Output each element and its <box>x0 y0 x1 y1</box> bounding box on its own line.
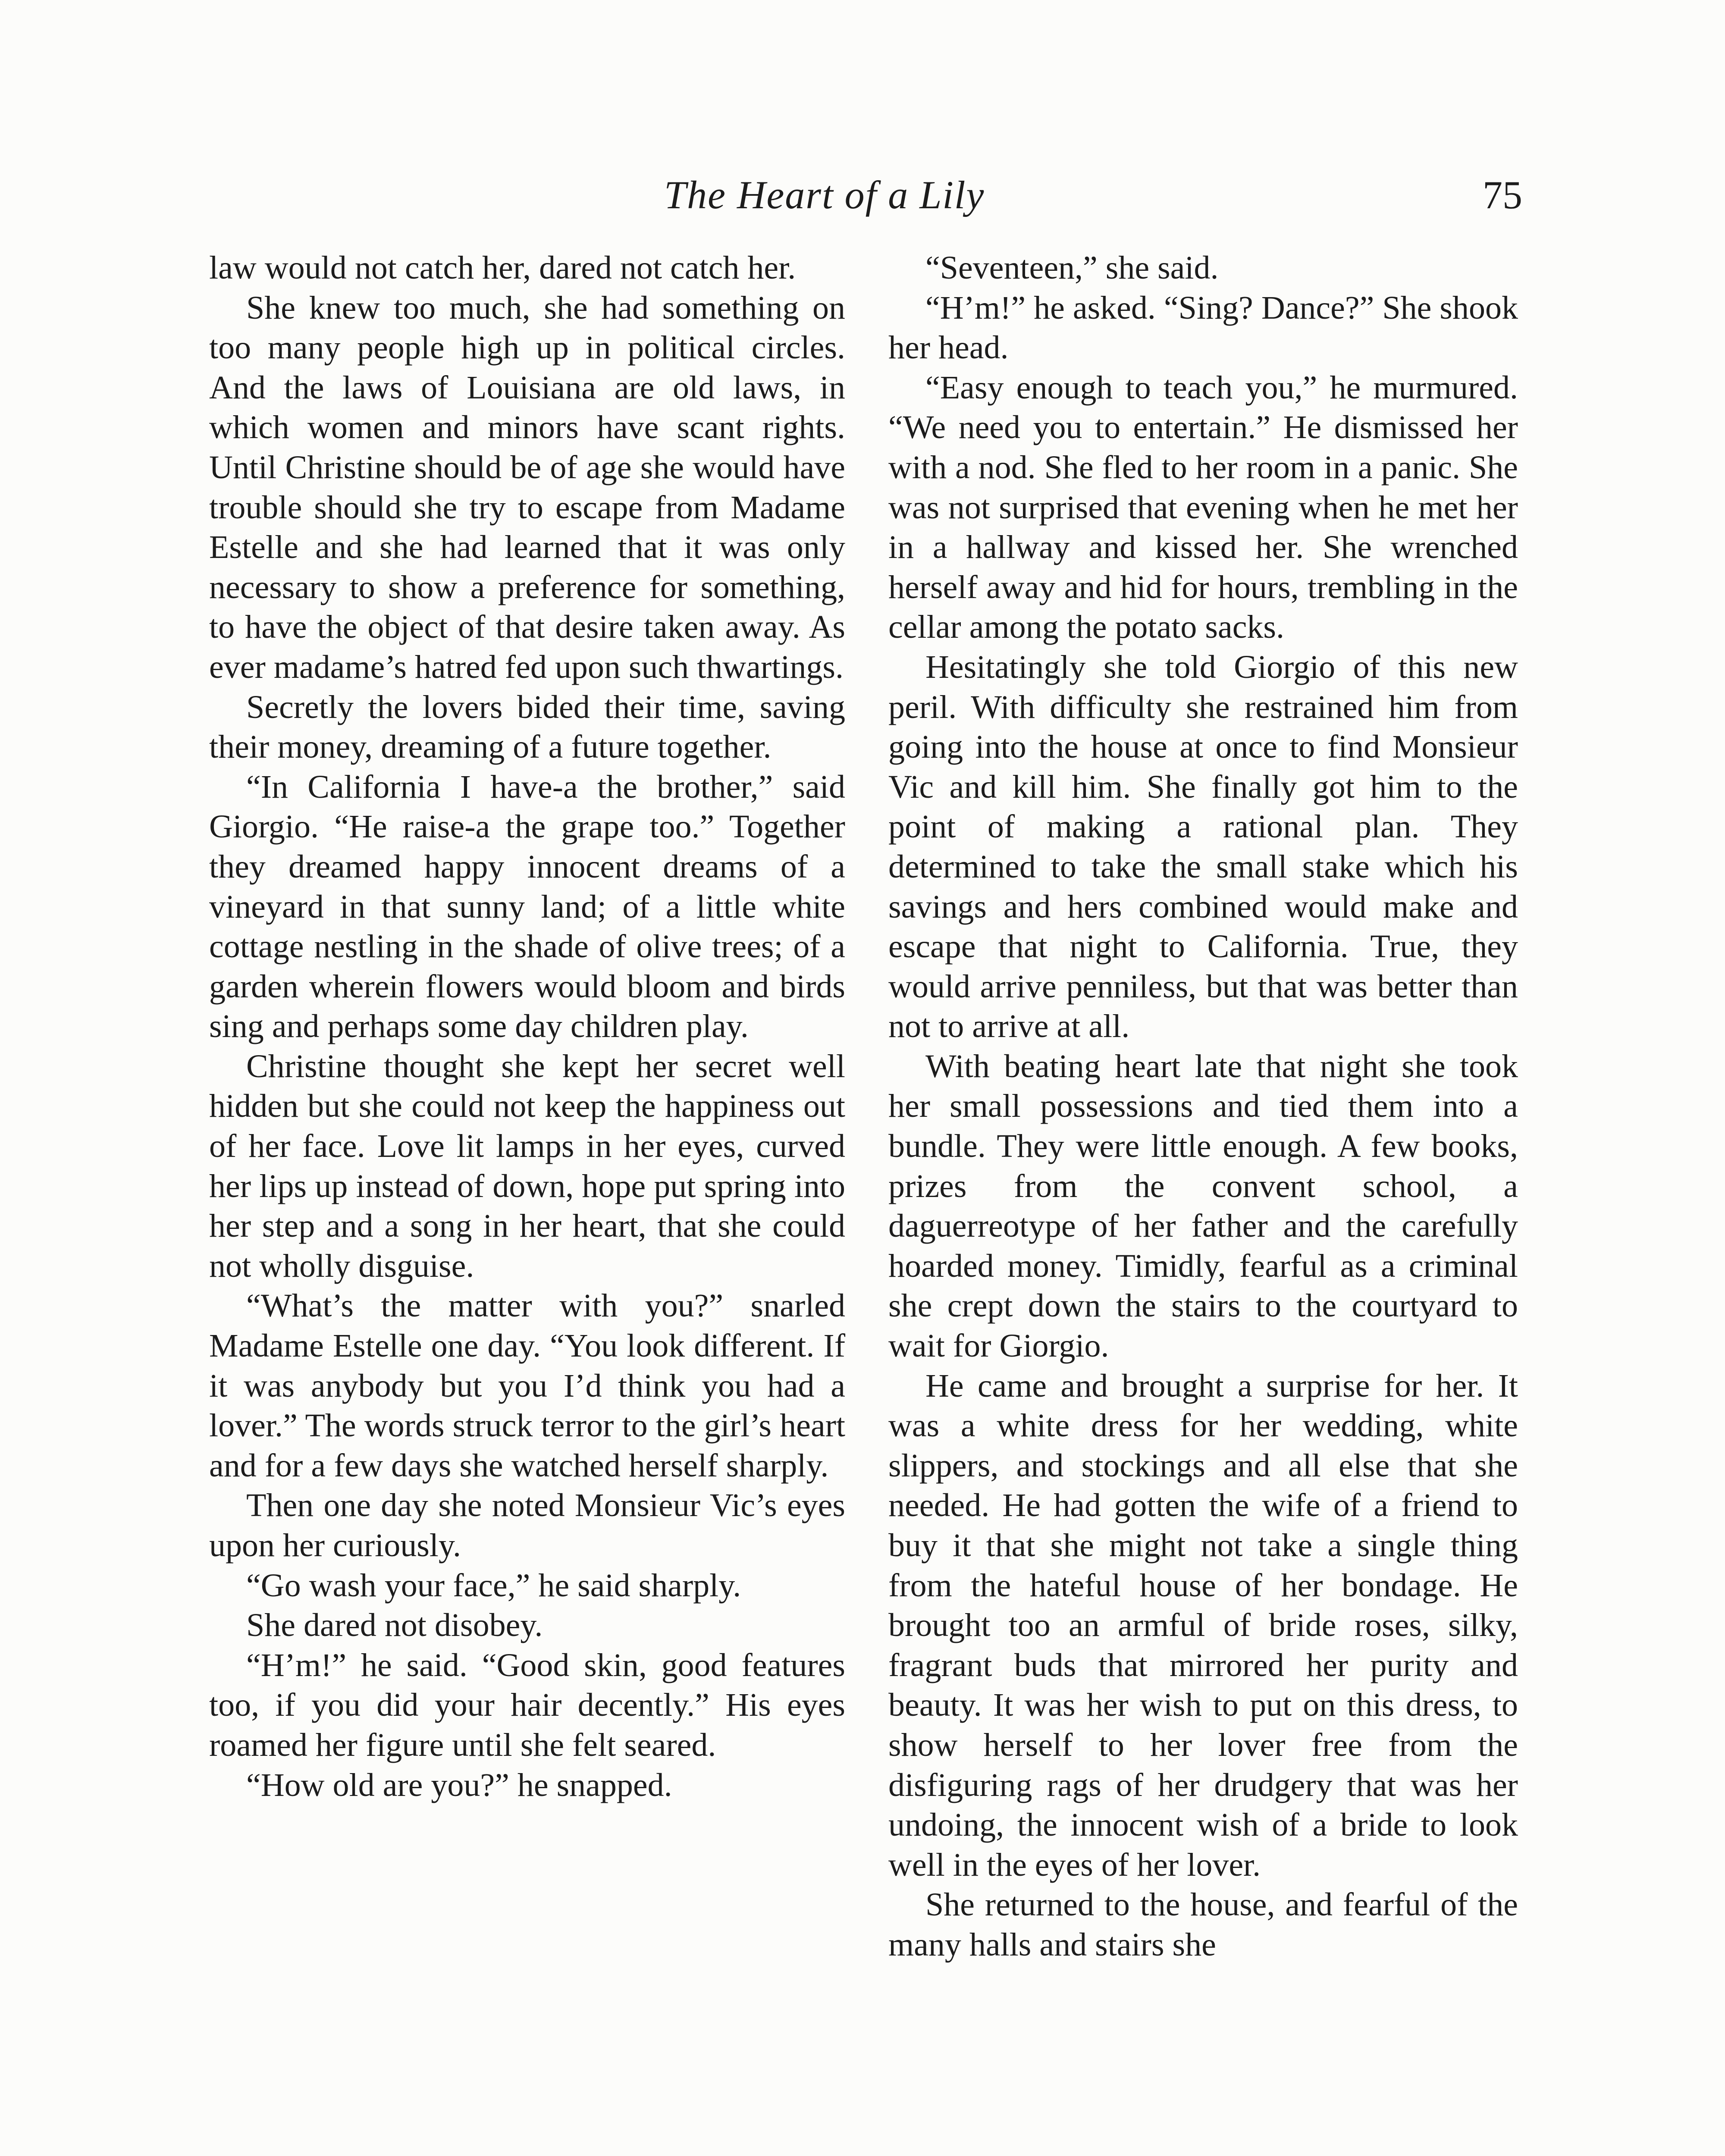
paragraph: With beating heart late that night she took her small possessions and tied them into a bundle. They were little enough. A few books, prizes from the convent school, a daguerreotype of her father and the carefully hoarded money. Timidly, fearful as a criminal she crept down the stairs to the courtyard to wait for Giorgio. <box>888 1048 1518 1364</box>
paragraph: “Go wash your face,” he said sharply. <box>246 1567 741 1604</box>
paragraph: “What’s the matter with you?” snarled Madame Estelle one day. “You look different. If it was anybody but you I’d think you had a lover.” The words struck terror to the girl’s heart and for a few days she watched herself sharply. <box>209 1288 845 1484</box>
paragraph: “In California I have-a the brother,” said Giorgio. “He raise-a the grape too.” Together they dreamed happy innocent dreams of a vineyard in that sunny land; of a little white cottage nestling in the shade of olive trees; of a garden wherein flowers would bloom and birds sing and perhaps some day children play. <box>209 768 845 1045</box>
paragraph: Hesitatingly she told Giorgio of this new peril. With difficulty she restrained him from going into the house at once to find Monsieur Vic and kill him. She finally got him to the point of making a rational plan. They determined to take the small stake which his savings and hers combined would make and escape that night to California. True, they would arrive penniless, but that was better than not to arrive at all. <box>888 649 1518 1045</box>
paragraph: law would not catch her, dared not catch her. <box>209 250 796 286</box>
paragraph: Christine thought she kept her secret well hidden but she could not keep the happiness out of her face. Love lit lamps in her eyes, curved her lips up instead of down, hope put spring into her step and a song in her heart, that she could not wholly disguise. <box>209 1048 845 1284</box>
paragraph: “H’m!” he said. “Good skin, good features too, if you did your hair decently.” His eyes roamed her figure until she felt seared. <box>209 1647 845 1763</box>
page-number: 75 <box>1483 173 1522 217</box>
paragraph: “How old are you?” he snapped. <box>246 1767 672 1803</box>
right-column <box>888 248 1518 1965</box>
paragraph: He came and brought a surprise for her. It was a white dress for her wedding, white slippers, and stockings and all else that she needed. He had gotten the wife of a friend to buy it that she might not take a single thing from the hateful house of her bondage. He brought too an armful of bride roses, silky, fragrant buds that mirrored her purity and beauty. It was her wish to put on this dress, to show herself to her lover free from the disfiguring rags of her drudgery that was her undoing, the innocent wish of a bride to look well in the eyes of her lover. <box>888 1367 1518 1883</box>
paragraph: She dared not disobey. <box>246 1607 543 1644</box>
running-head-title: The Heart of a Lily <box>664 173 985 217</box>
paragraph: “H’m!” he asked. “Sing? Dance?” She shook her head. <box>888 289 1518 366</box>
paragraph: Then one day she noted Monsieur Vic’s eyes upon her curiously. <box>209 1487 845 1564</box>
paragraph: “Easy enough to teach you,” he murmured. “We need you to entertain.” He dismissed her with a nod. She fled to her room in a panic. She was not surprised that evening when he met her in a hallway and kissed her. She wrenched herself away and hid for hours, trembling in the cellar among the potato sacks. <box>888 369 1518 646</box>
paragraph: She returned to the house, and fearful of the many halls and stairs she <box>888 1887 1518 1963</box>
paragraph: She knew too much, she had something on too many people high up in political circles. And the laws of Louisiana are old laws, in which women and minors have scant rights. Until Christine should be of age she would have trouble should she try to escape from Madame Estelle and she had learned that it was only necessary to show a preference for something, to have the object of that desire taken away. As ever madame’s hatred fed upon such thwartings. <box>209 289 845 685</box>
paragraph: “Seventeen,” she said. <box>925 250 1219 286</box>
left-column <box>209 248 845 1805</box>
paragraph: Secretly the lovers bided their time, saving their money, dreaming of a future together. <box>209 689 845 765</box>
